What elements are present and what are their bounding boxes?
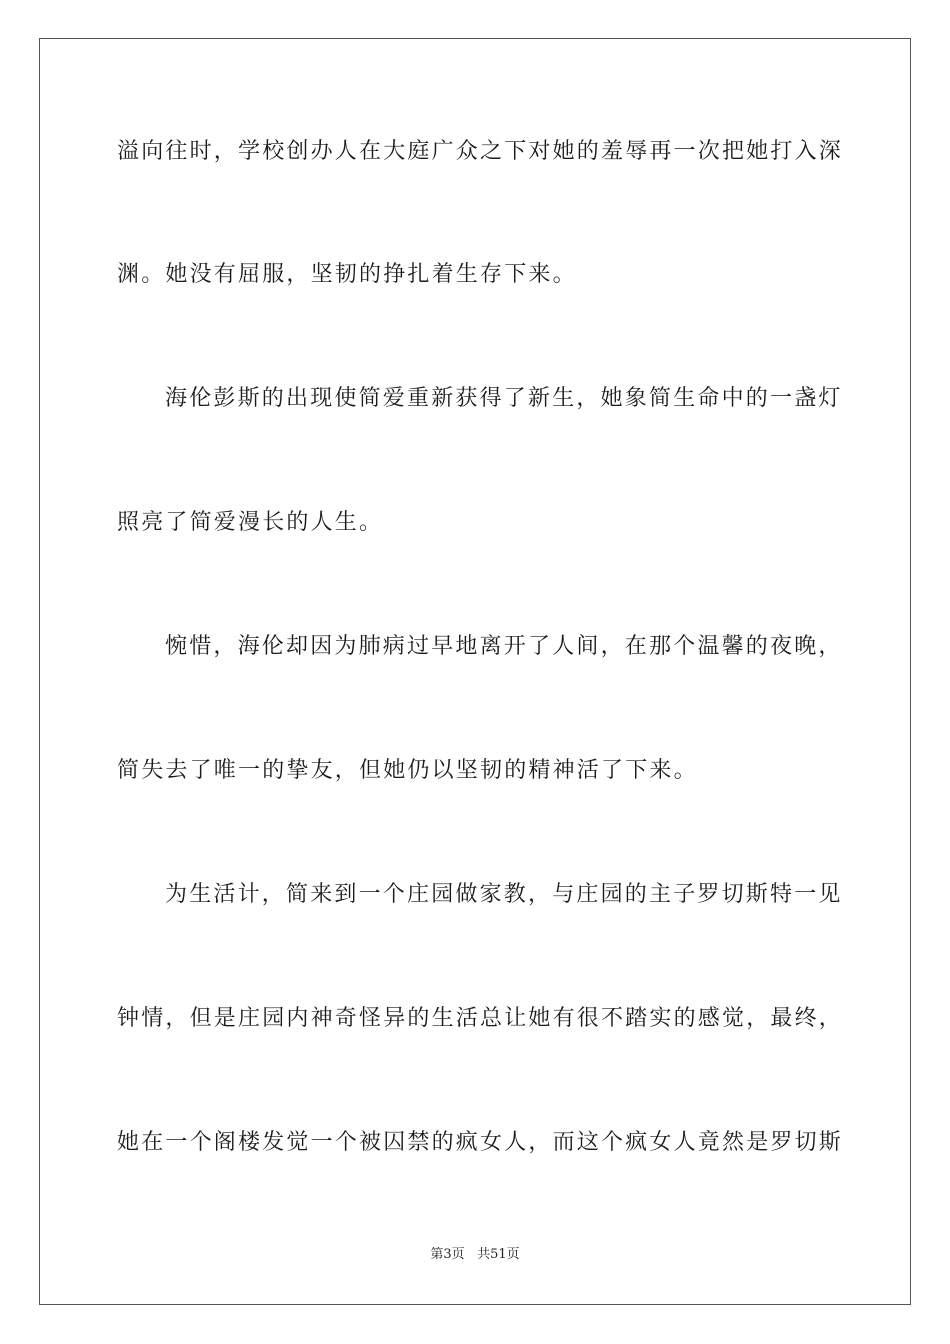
body-line-9: 她在一个阁楼发觉一个被囚禁的疯女人，而这个疯女人竟然是罗切斯 xyxy=(117,1130,844,1155)
body-line-4: 照亮了简爱漫长的人生。 xyxy=(117,510,384,535)
body-line-6: 简失去了唯一的挚友，但她仍以坚韧的精神活了下来。 xyxy=(117,758,698,783)
total-pages: 共51页 xyxy=(477,1247,520,1262)
page-border xyxy=(39,38,911,1305)
body-line-8: 钟情，但是庄园内神奇怪异的生活总让她有很不踏实的感觉，最终， xyxy=(117,1006,844,1031)
body-line-3: 海伦彭斯的出现使简爱重新获得了新生，她象简生命中的一盏灯 xyxy=(165,386,843,411)
body-line-1: 溢向往时，学校创办人在大庭广众之下对她的羞辱再一次把她打入深 xyxy=(117,139,844,164)
page-footer xyxy=(0,1246,950,1264)
body-line-5: 惋惜，海伦却因为肺病过早地离开了人间，在那个温馨的夜晚， xyxy=(165,634,843,659)
body-line-2: 渊。她没有屈服，坚韧的挣扎着生存下来。 xyxy=(117,262,577,287)
page-number: 第3页 xyxy=(430,1247,465,1262)
body-line-7: 为生活计，简来到一个庄园做家教，与庄园的主子罗切斯特一见 xyxy=(165,882,843,907)
